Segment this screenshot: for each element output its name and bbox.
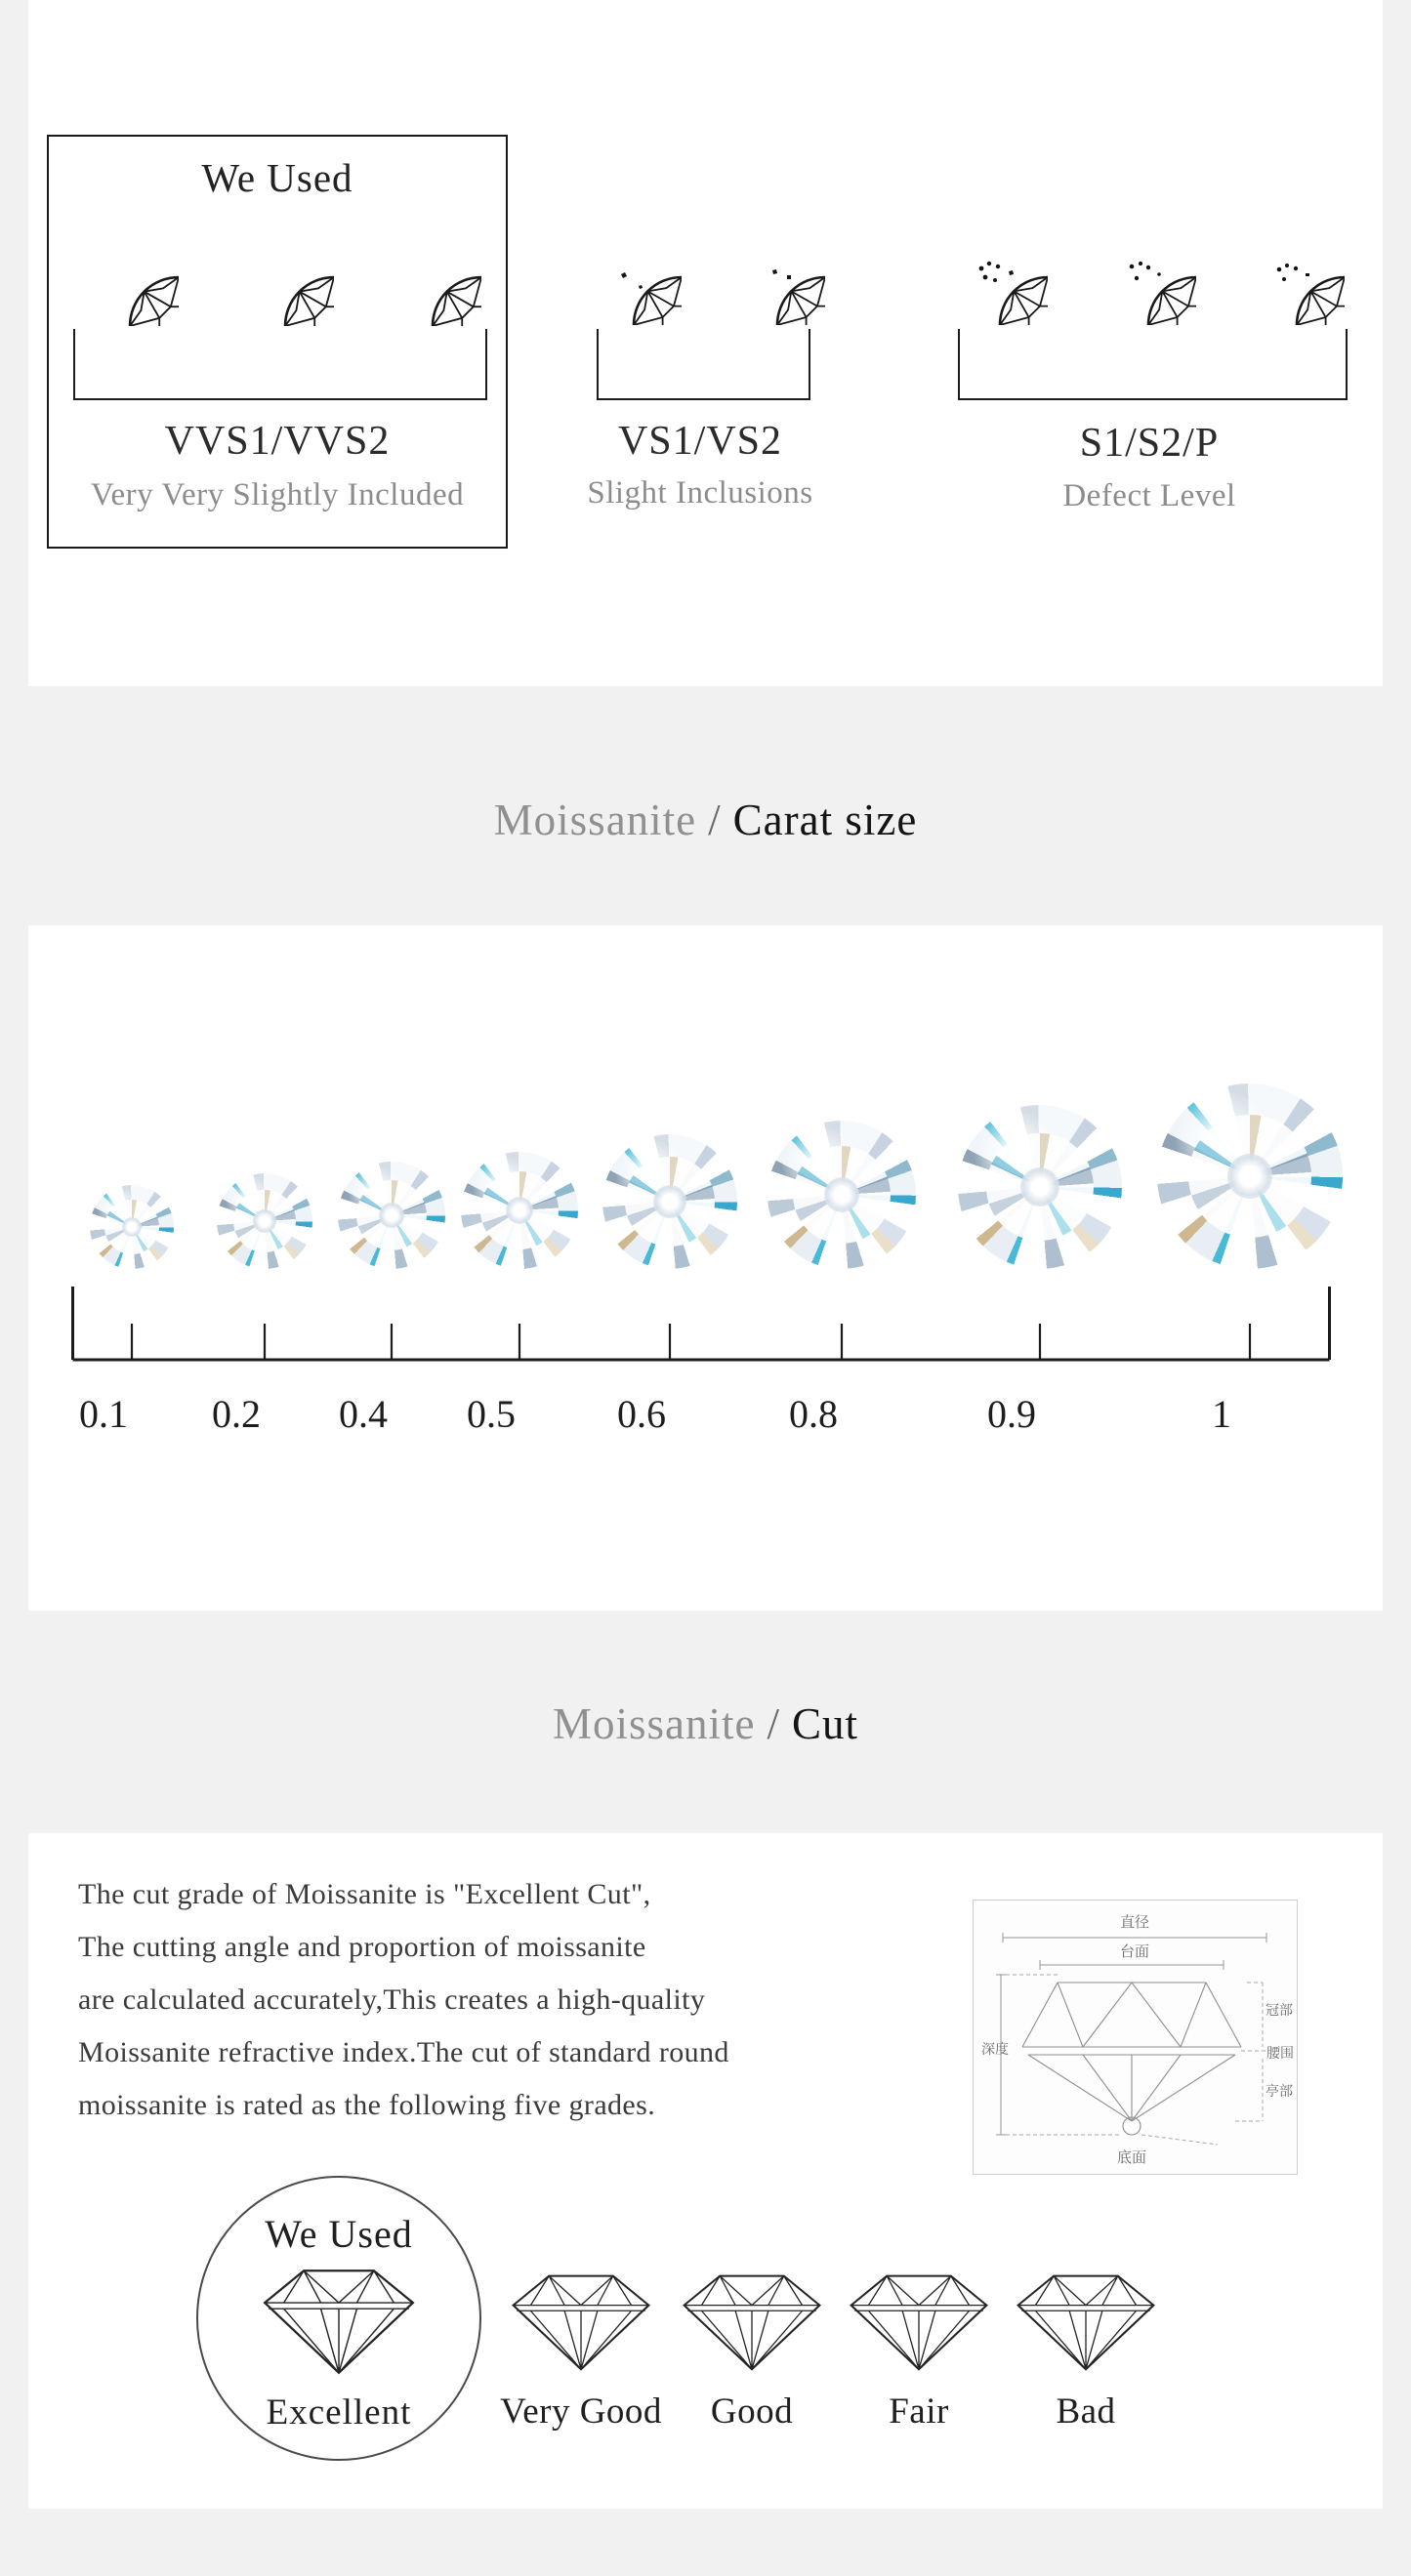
paragraph-line: The cutting angle and proportion of moissanite [78,1931,646,1963]
bad-cut-diamond-icon [1013,2270,1159,2373]
clarity-grade-description: Slight Inclusions [587,475,813,511]
heading-prefix: Moissanite [552,1699,756,1748]
carat-gem-0.8 [768,1121,916,1269]
heading-label: Cut [791,1699,859,1748]
carat-value-label: 0.6 [617,1392,666,1436]
s-diamond-icon [1095,224,1196,325]
carat-gem-0.4 [338,1162,445,1269]
heading-prefix: Moissanite [493,796,697,844]
carat-gem-0.9 [958,1105,1122,1269]
cut-grade-label: Good [710,2392,794,2432]
carat-value-label: 0.5 [467,1392,516,1436]
clarity-grade-description: Defect Level [1062,478,1236,513]
good-cut-diamond-icon [679,2270,825,2373]
anatomy-label-girdle: 腰围 [1266,2046,1294,2062]
carat-value-label: 0.8 [789,1392,838,1436]
excellent-cut-diamond-icon [259,2265,419,2377]
carat-value-label: 0.9 [987,1392,1036,1436]
carat-size-section [28,925,1383,1611]
carat-section-heading [0,793,1411,847]
carat-gem-0.2 [217,1173,312,1269]
heading-separator: / [708,796,722,844]
anatomy-label-table: 台面 [1119,1942,1150,1960]
s-diamond-icon [946,224,1048,325]
paragraph-line: Moissanite refractive index.The cut of standard round [78,2036,729,2068]
diamond-anatomy-diagram [973,1900,1298,2175]
heading-label: Carat size [732,796,918,844]
vvs-diamond-icon [378,223,481,326]
paragraph-line: moissanite is rated as the following five grades. [78,2089,656,2121]
cut-section [28,1833,1383,2509]
clarity-grade-description: Very Very Slightly Included [90,477,465,512]
paragraph-line: are calculated accurately,This creates a high-quality [78,1983,706,2016]
vs-group-bracket [597,329,810,400]
cut-grade-label: Very Good [500,2392,662,2432]
carat-gem-0.5 [461,1152,578,1269]
carat-gem-0.1 [90,1185,174,1269]
anatomy-label-diameter: 直径 [1119,1913,1150,1931]
carat-value-label: 0.4 [339,1392,388,1436]
vvs-diamond-icon [230,223,334,326]
anatomy-label-pavilion: 亭部 [1266,2084,1293,2100]
fair-cut-diamond-icon [846,2270,992,2373]
carat-gem-1.0 [1157,1084,1343,1269]
cut-section-heading [0,1697,1411,1751]
clarity-grade-label: VVS1/VVS2 [164,419,391,464]
vs-diamond-icon [724,224,825,325]
anatomy-label-depth: 深度 [981,2042,1009,2058]
vvs-group-bracket [73,329,487,400]
heading-separator: / [767,1699,780,1748]
very-good-cut-diamond-icon [508,2270,654,2373]
carat-scale-ruler [71,1285,1331,1363]
carat-gem-0.6 [602,1134,737,1269]
vvs-diamond-icon [75,223,179,326]
clarity-grade-label: S1/S2/P [1079,421,1220,466]
we-used-label: We Used [201,155,353,200]
paragraph-line: The cut grade of Moissanite is "Excellent Cut", [78,1878,651,1910]
cut-grade-label: Excellent [266,2392,412,2433]
clarity-section [28,0,1383,686]
clarity-grade-label: VS1/VS2 [617,419,783,464]
cut-grade-label: Fair [889,2392,949,2432]
cut-grade-label: Bad [1056,2392,1116,2432]
anatomy-label-crown: 冠部 [1266,2003,1293,2019]
we-used-label: We Used [265,2212,413,2256]
anatomy-label-culet: 底面 [1116,2148,1147,2166]
carat-value-label: 0.2 [212,1392,261,1436]
carat-value-label: 0.1 [79,1392,128,1436]
s-diamond-icon [1243,224,1345,325]
cut-description-paragraph [78,1868,729,2132]
vs-diamond-icon [580,224,682,325]
s-group-bracket [958,329,1348,400]
carat-value-label: 1 [1212,1392,1231,1436]
